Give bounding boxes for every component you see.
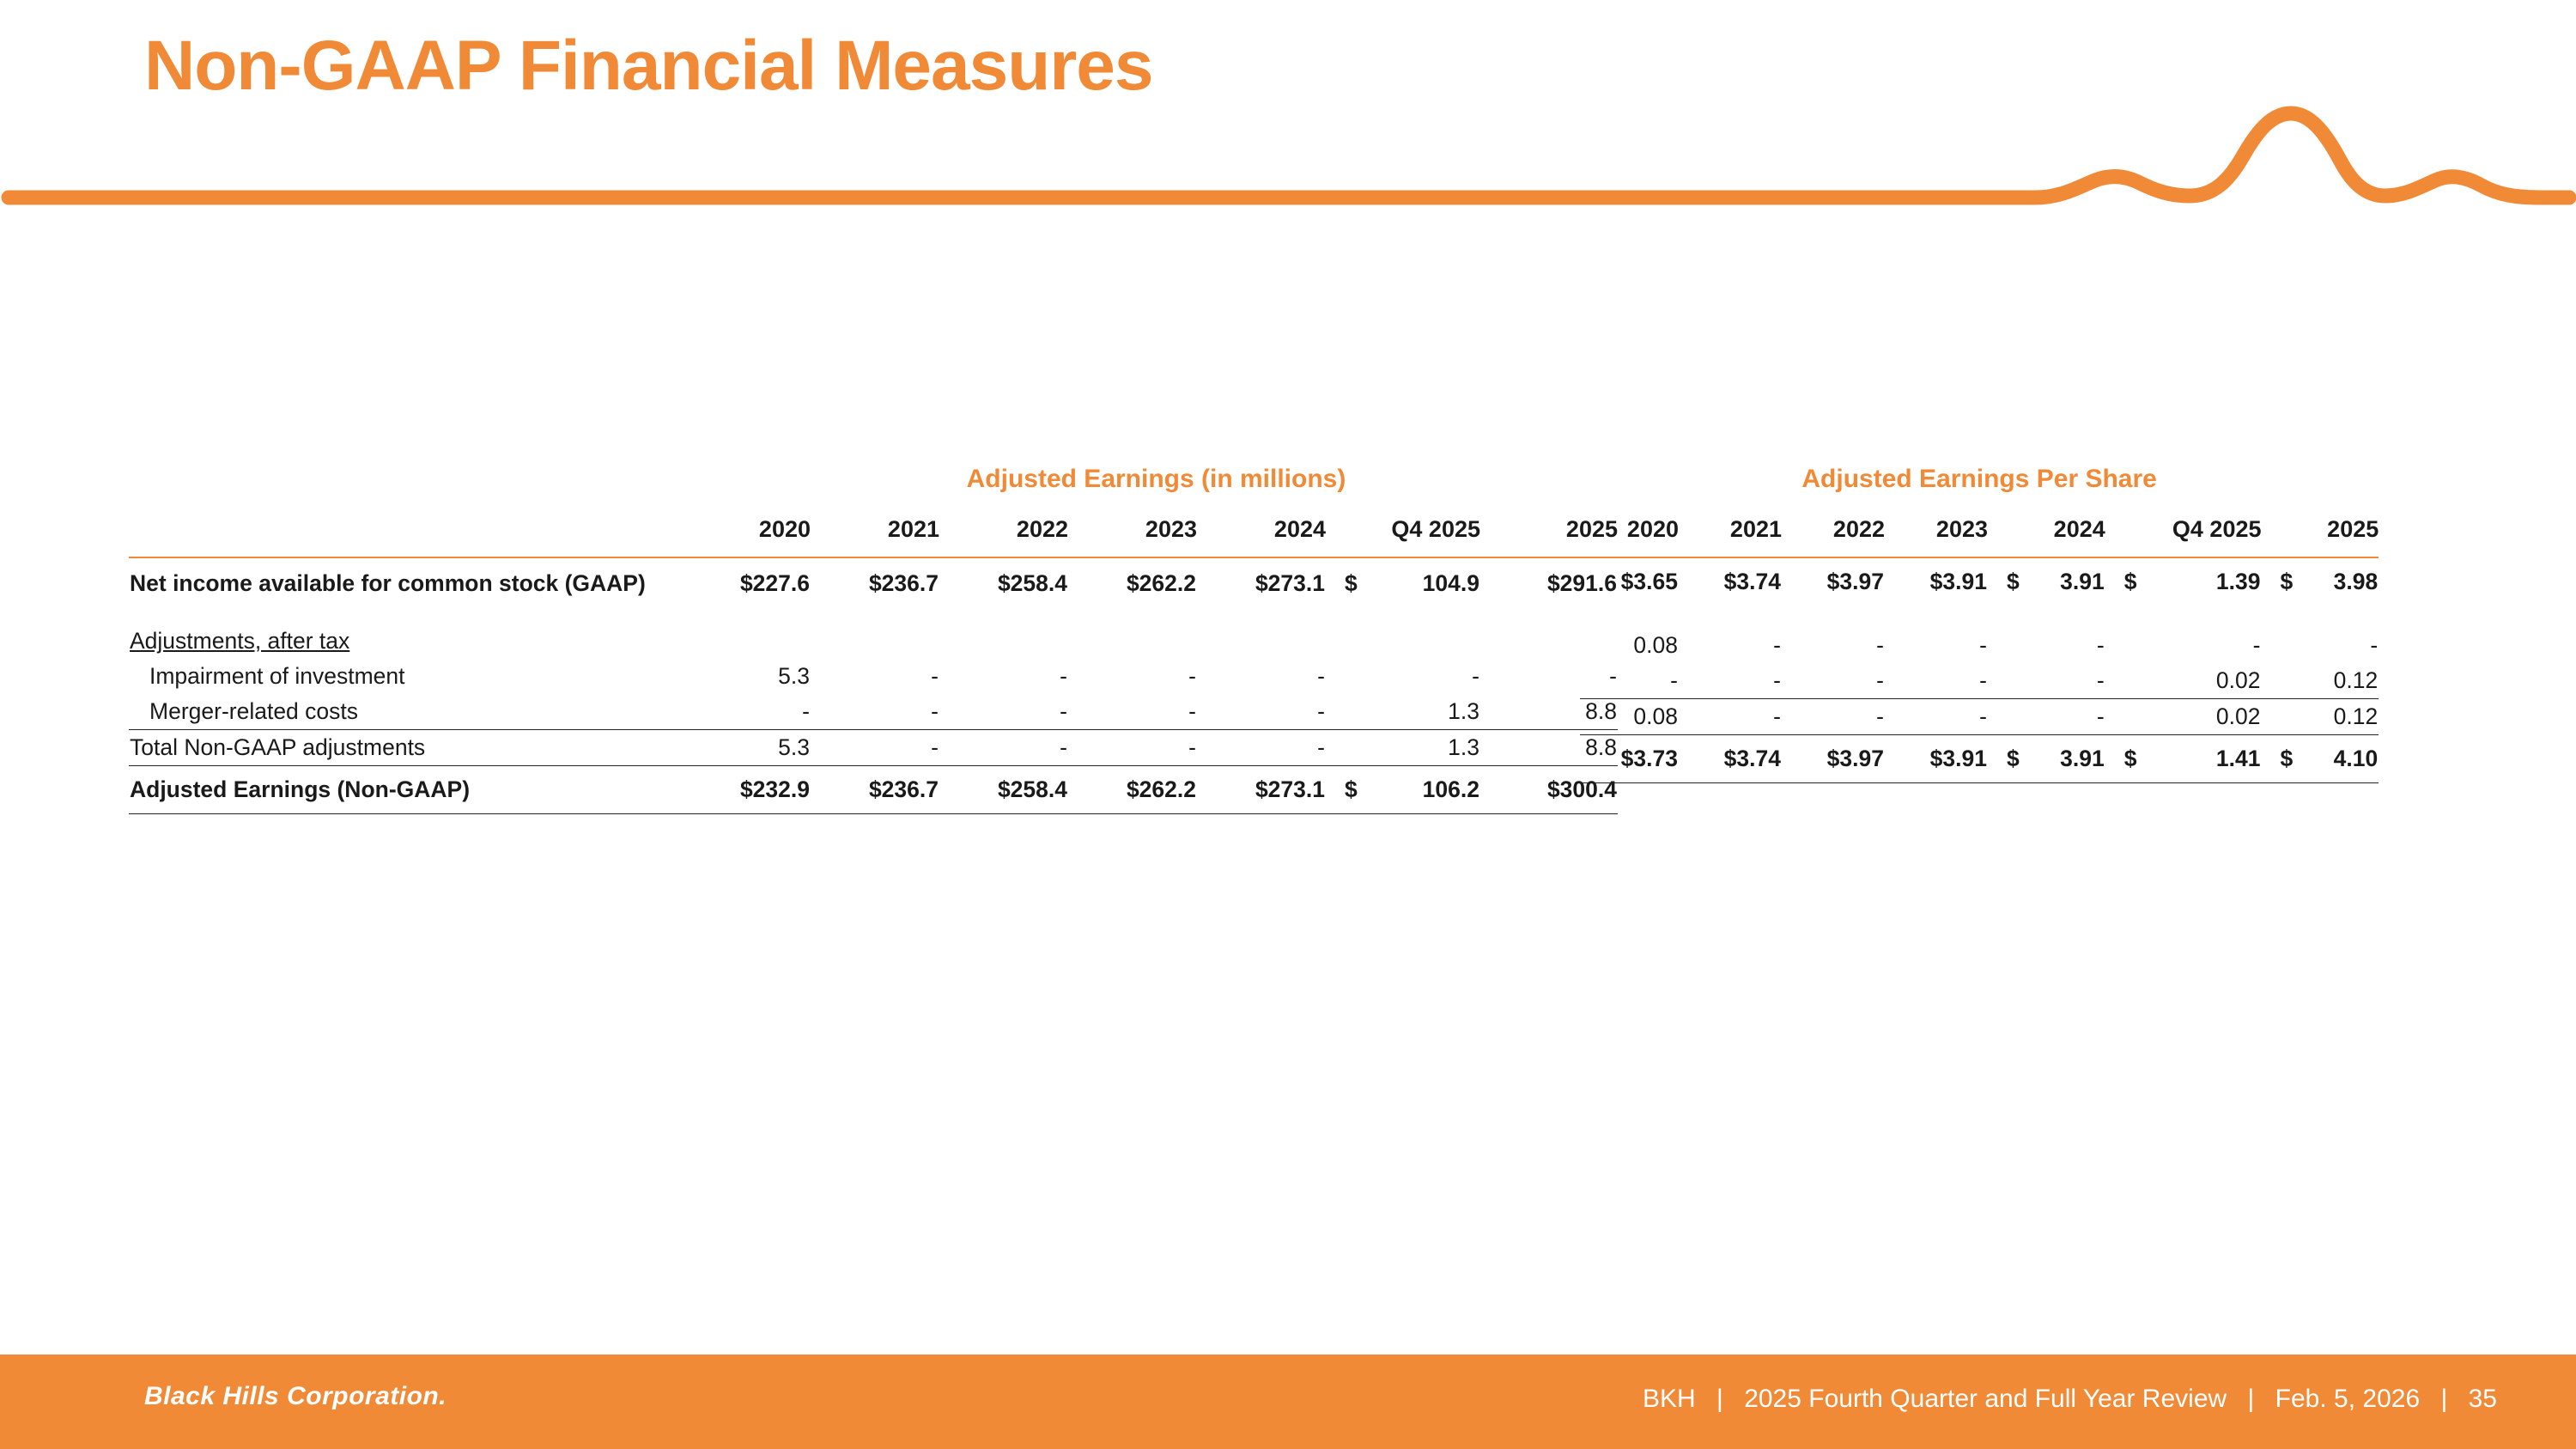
cell-adjustments-q4-2025 [1360, 624, 1480, 659]
eps-cell-total-adj-2024: - [2020, 699, 2105, 735]
eps-col-header-2020: 2020 [1626, 516, 1679, 542]
company-logo: Black Hills Corporation. [144, 1382, 447, 1410]
cell-adjustments-2023 [1068, 624, 1197, 659]
eps-cell-net-income-2020: $3.65 [1580, 557, 1679, 606]
eps-cell-adjustments-2024 [2020, 619, 2105, 628]
cell-adj-earnings-2024: $273.1 [1197, 765, 1326, 813]
cell-total-adj-q4-2025: 1.3 [1360, 729, 1480, 765]
cell-merger-q4-2025: 1.3 [1448, 697, 1479, 724]
row-label-impairment: Impairment of investment [149, 662, 405, 689]
eps-cell-impairment-2021: - [1773, 632, 1781, 658]
cell-impairment-2020: 5.3 [778, 662, 810, 689]
cell-impairment-2024: - [1317, 662, 1325, 689]
table-header-row [129, 516, 1618, 557]
spacer-row [129, 610, 1618, 624]
cell-adjustments-2022 [939, 624, 1068, 659]
col-header-2023: 2023 [1145, 516, 1197, 542]
cell-adj-earnings-q4-2025: 106.2 [1360, 765, 1480, 813]
table-row [129, 765, 1618, 813]
eps-cell-merger-q4-2025: 0.02 [2215, 667, 2261, 693]
eps-cell-total-adj-2020: 0.08 [1580, 699, 1679, 735]
col-header-2020: 2020 [758, 516, 811, 542]
eps-cell-net-income-q4-currency: $ [2105, 557, 2137, 606]
eps-cell-net-income-2024-currency: $ [1988, 557, 2020, 606]
footer-bar [0, 1355, 2576, 1449]
eps-cell-adjustments-2023 [1885, 619, 1988, 628]
eps-cell-merger-2025: 0.12 [2333, 667, 2379, 693]
cell-net-income-q4-2025: 104.9 [1360, 557, 1480, 610]
cell-impairment-q4-2025: - [1472, 662, 1479, 689]
cell-total-adj-2023: - [1068, 729, 1197, 765]
eps-col-header-2023: 2023 [1935, 516, 1988, 542]
cell-net-income-q4-currency: $ [1326, 557, 1360, 610]
cell-impairment-2023: - [1188, 662, 1196, 689]
footer-page-number: 35 [2468, 1385, 2497, 1413]
col-header-2024: 2024 [1273, 516, 1326, 542]
footer-separator-2: | [2247, 1385, 2255, 1413]
eps-cell-net-income-2025: 3.98 [2293, 557, 2379, 606]
footer-separator-1: | [1716, 1385, 1723, 1413]
table-row [1580, 619, 2379, 628]
footer-ticker: BKH [1643, 1385, 1696, 1413]
eps-cell-impairment-2023: - [1979, 632, 1987, 658]
cell-impairment-2021: - [931, 662, 939, 689]
eps-cell-impairment-2024: - [2096, 632, 2105, 658]
cell-adjustments-2024 [1197, 624, 1326, 659]
cell-merger-2023: - [1188, 697, 1196, 724]
cell-net-income-2022: $258.4 [939, 557, 1068, 610]
eps-cell-adj-earnings-2024: 3.91 [2020, 735, 2105, 783]
table-row [1580, 663, 2379, 699]
footer-separator-3: | [2440, 1385, 2448, 1413]
col-header-2021: 2021 [887, 516, 939, 542]
cell-total-adj-2025: 8.8 [1480, 729, 1618, 765]
col-header-2025: 2025 [1565, 516, 1618, 542]
cell-total-adj-2021: - [811, 729, 939, 765]
cell-adj-earnings-2020: $232.9 [695, 765, 811, 813]
eps-cell-adjustments-q4-2025 [2137, 619, 2262, 628]
eps-cell-merger-2022: - [1876, 667, 1884, 693]
cell-merger-2022: - [1060, 697, 1067, 724]
eps-col-header-2025: 2025 [2327, 516, 2379, 542]
eps-cell-adj-earnings-2024-currency: $ [1988, 735, 2020, 783]
header-divider [0, 94, 2576, 210]
eps-cell-adj-earnings-2021: $3.74 [1679, 735, 1782, 783]
eps-cell-adj-earnings-q4-2025: 1.41 [2137, 735, 2262, 783]
table-row [129, 694, 1618, 730]
eps-cell-adj-earnings-2020: $3.73 [1580, 735, 1679, 783]
eps-cell-impairment-q4-2025: - [2252, 632, 2261, 658]
eps-cell-adj-earnings-2025: 4.10 [2293, 735, 2379, 783]
eps-cell-impairment-2025: - [2370, 632, 2379, 658]
eps-cell-adj-earnings-2025-currency: $ [2262, 735, 2293, 783]
cell-adj-earnings-2023: $262.2 [1068, 765, 1197, 813]
eps-cell-net-income-2021: $3.74 [1679, 557, 1782, 606]
eps-cell-adj-earnings-2022: $3.97 [1782, 735, 1885, 783]
table-group-title-row [129, 464, 1618, 516]
table-row [129, 624, 1618, 659]
cell-merger-2024: - [1317, 697, 1325, 724]
eps-col-header-2021: 2021 [1729, 516, 1782, 542]
eps-cell-adjustments-2021 [1679, 619, 1782, 628]
eps-cell-net-income-2025-currency: $ [2262, 557, 2293, 606]
cell-adj-earnings-2021: $236.7 [811, 765, 939, 813]
row-label-total-adjustments: Total Non-GAAP adjustments [129, 729, 695, 765]
footer-date: Feb. 5, 2026 [2275, 1385, 2421, 1413]
table-row [1580, 628, 2379, 663]
cell-merger-2020: - [802, 697, 810, 724]
cell-adjustments-2021 [811, 624, 939, 659]
table-row [1580, 735, 2379, 783]
row-label-merger-costs: Merger-related costs [149, 697, 359, 724]
cell-net-income-2021: $236.7 [811, 557, 939, 610]
table-row [1580, 699, 2379, 735]
eps-cell-total-adj-q4-2025: 0.02 [2137, 699, 2262, 735]
eps-cell-impairment-2022: - [1876, 632, 1884, 658]
table-header-row [1580, 516, 2379, 557]
page-title: Non-GAAP Financial Measures [144, 27, 1153, 105]
adjusted-eps-title: Adjusted Earnings Per Share [1801, 465, 2157, 493]
cell-impairment-2022: - [1060, 662, 1067, 689]
cell-total-adj-2020: 5.3 [695, 729, 811, 765]
eps-col-header-2024: 2024 [2053, 516, 2105, 542]
eps-cell-total-adj-2021: - [1679, 699, 1782, 735]
table-row [129, 557, 1618, 610]
cell-net-income-2023: $262.2 [1068, 557, 1197, 610]
cell-net-income-2025: $291.6 [1480, 557, 1618, 610]
cell-merger-2025: 8.8 [1585, 697, 1617, 724]
cell-total-adj-2024: - [1197, 729, 1326, 765]
row-label-net-income: Net income available for common stock (GAAP) [129, 557, 695, 610]
col-header-2022: 2022 [1016, 516, 1068, 542]
cell-net-income-2020: $227.6 [695, 557, 811, 610]
eps-cell-merger-2023: - [1979, 667, 1987, 693]
eps-cell-net-income-2023: $3.91 [1885, 557, 1988, 606]
cell-net-income-2024: $273.1 [1197, 557, 1326, 610]
table-group-title-row [1580, 464, 2379, 516]
cell-merger-2021: - [931, 697, 939, 724]
eps-cell-total-adj-2022: - [1782, 699, 1885, 735]
footer-deck-name: 2025 Fourth Quarter and Full Year Review [1744, 1385, 2227, 1413]
eps-cell-adjustments-2025 [2293, 619, 2379, 628]
eps-cell-adjustments-2022 [1782, 619, 1885, 628]
eps-cell-net-income-q4-2025: 1.39 [2137, 557, 2262, 606]
eps-col-header-q4-2025: Q4 2025 [2172, 516, 2262, 542]
row-label-adjusted-earnings: Adjusted Earnings (Non-GAAP) [129, 765, 695, 813]
cell-impairment-2025: - [1609, 662, 1617, 689]
cell-adj-earnings-q4-currency: $ [1326, 765, 1360, 813]
spacer-row [1580, 606, 2379, 619]
eps-cell-impairment-2020: 0.08 [1633, 632, 1678, 658]
adjusted-eps-table [1580, 464, 2379, 783]
eps-cell-net-income-2024: 3.91 [2020, 557, 2105, 606]
cell-adj-earnings-2025: $300.4 [1480, 765, 1618, 813]
col-header-q4-2025: Q4 2025 [1391, 516, 1480, 542]
eps-col-header-2022: 2022 [1832, 516, 1885, 542]
eps-cell-adjustments-2020 [1580, 619, 1679, 628]
eps-cell-adj-earnings-q4-currency: $ [2105, 735, 2137, 783]
eps-cell-merger-2020: - [1670, 667, 1678, 693]
adjusted-earnings-table [129, 464, 1618, 814]
eps-cell-total-adj-2025: 0.12 [2293, 699, 2379, 735]
footer-meta [1641, 1385, 2499, 1414]
eps-cell-merger-2024: - [2096, 667, 2105, 693]
adjusted-earnings-title: Adjusted Earnings (in millions) [966, 465, 1346, 493]
table-row [1580, 557, 2379, 606]
eps-cell-merger-2021: - [1773, 667, 1781, 693]
table-row [129, 729, 1618, 765]
cell-adjustments-2020 [695, 624, 811, 659]
table-row [129, 659, 1618, 694]
eps-cell-net-income-2022: $3.97 [1782, 557, 1885, 606]
row-label-adjustments: Adjustments, after tax [130, 627, 350, 654]
cell-adj-earnings-2022: $258.4 [939, 765, 1068, 813]
cell-total-adj-2022: - [939, 729, 1068, 765]
eps-cell-adj-earnings-2023: $3.91 [1885, 735, 1988, 783]
divider-wave-icon [0, 94, 2576, 210]
eps-cell-total-adj-2023: - [1885, 699, 1988, 735]
